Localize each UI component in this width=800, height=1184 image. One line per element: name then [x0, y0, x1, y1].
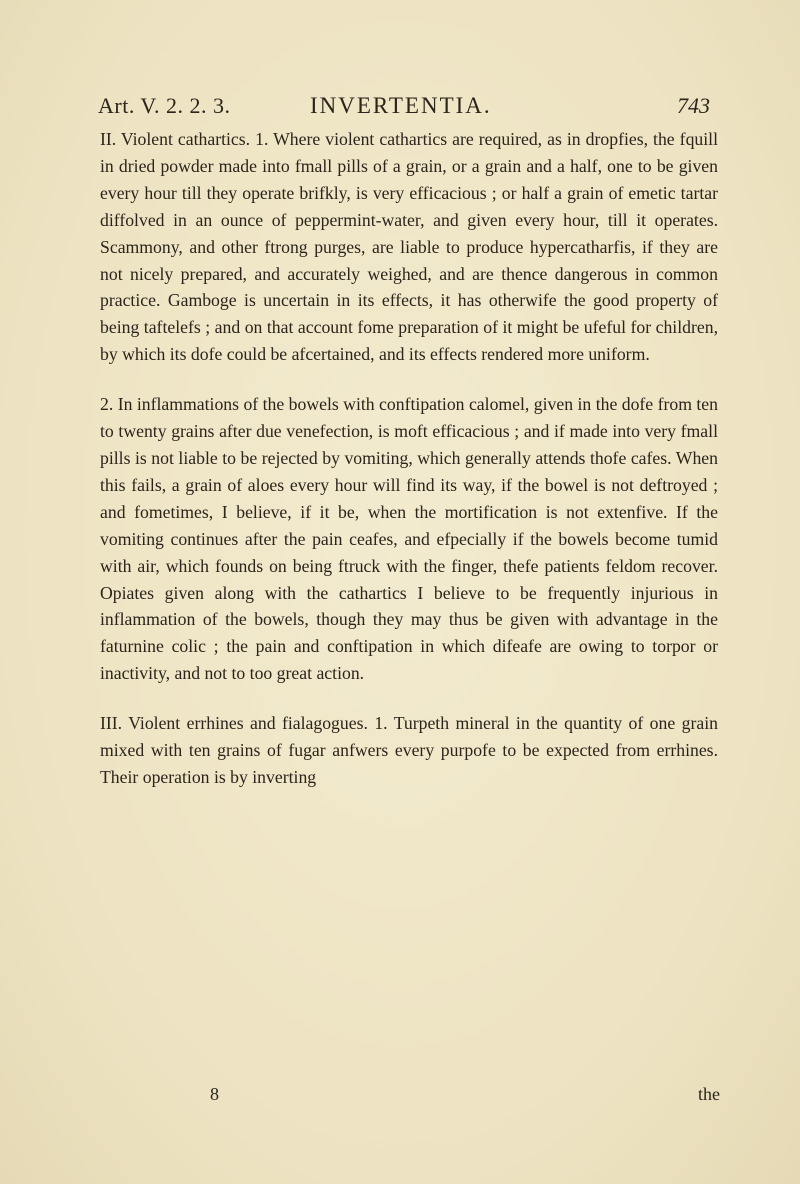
body-text [100, 126, 718, 791]
signature-mark: 8 [210, 1084, 219, 1104]
running-header [98, 93, 710, 123]
paragraph-errhines-sialagogues: III. Violent errhines and fialagogues. 1. Turpeth mineral in the quantity of one grain mixed with ten grains of fugar anfwers every purpofe to be expected from errhines. Their operation is by inverting [100, 713, 718, 787]
page-title: INVERTENTIA. [310, 93, 492, 118]
page-number: 743 [677, 93, 710, 118]
page-footer [100, 1084, 720, 1112]
paragraph-violent-cathartics: II. Violent cathartics. 1. Where violent cathartics are required, as in dropfies, the fquill in dried powder made into fmall pills of a grain, or a grain and a half, one to be given every hour till they operate brifkly, is very efficacious ; or half a grain of emetic tartar diffolved in an ounce of peppermint-water, and given every hour, till it operates. Scammony, and other ftrong purges, are liable to produce hypercatharfis, if they are not nicely prepared, and accurately weighed, and are thence dangerous in common practice. Gamboge is uncertain in its effects, it has otherwife the good property of being taftelefs ; and on that account fome preparation of it might be ufeful for children, by which its dofe could be afcertained, and its effects rendered more uniform. [100, 129, 718, 365]
catchword: the [698, 1084, 720, 1104]
section-reference: Art. V. 2. 2. 3. [98, 93, 231, 118]
paragraph-inflammations-of-bowels: 2. In inflammations of the bowels with conftipation calomel, given in the dofe from ten to twenty grains after due venefection, is moft efficacious ; and if made into very fmall pills is not liable to be rejected by vomiting, which generally attends thofe cafes. When this fails, a grain of aloes every hour will find its way, if the bowel is not deftroyed ; and fometimes, I believe, if it be, when the mortification is not extenfive. If the vomiting continues after the pain ceafes, and efpecially if the bowels become tumid with air, which founds on being ftruck with the finger, thefe patients feldom recover. Opiates given along with the cathartics I believe to be frequently injurious in inflammation of the bowels, though they may thus be given with advantage in the faturnine colic ; the pain and conftipation in which difeafe are owing to torpor or inactivity, and not to too great action. [100, 394, 718, 684]
